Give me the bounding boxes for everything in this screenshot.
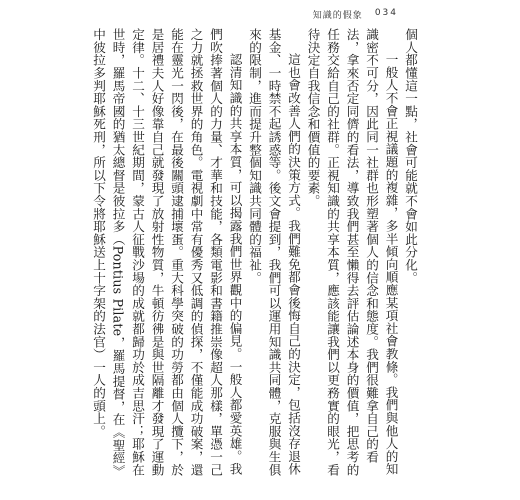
paragraph: 一般人不會正視議題的複雜，多半傾向順應某項社會教條。我們與他人的知識密不可分，因此同一社群也形塑著個人的信念和態度。我們很難拿自己的看法，拿來否定同儕的看法，導致我們甚至懶得去評估論述本身的價值，把思考的任務交給自己的社群。正視知識的共享本質，應該能讓我們以更務實的眼光，看待決定自我信念和價值的要素。 xyxy=(305,28,399,476)
page-number: 034 xyxy=(374,8,398,18)
paragraph: 認清知識的共享本質，可以揭露我們世界觀中的偏見。一般人都愛英雄。我們吹捧著個人的力量、才華和技能，各類電影和書籍推崇像超人那樣，單憑一己之力就拯救世界的角色。電視劇中常有優秀又低調的偵探，不僅能成功破案，還能在靈光一閃後，在最後關頭逮捕壞蛋。重大科學突破的功勞都由個人攬下，於是居禮夫人好像靠自己就發現了放射性物質，牛頓彷彿是與世隔離才發現了運動定律。十二、十三世紀期間，蒙古人征戰沙場的成就都歸功於成吉思汗；耶穌在世時，羅馬帝國的猶太總督是彼拉多（Pontius Pilate，羅馬提督，在《聖經》中彼拉多判耶穌死刑，所以下令將耶穌送上十字架的法官）一人的頭上。 xyxy=(91,28,243,478)
body-text xyxy=(90,28,420,480)
chapter-title: 知識的假象 xyxy=(312,11,363,21)
paragraph: 這也會改善人們的決策方式。我們難免都會後悔自己的決定，包括沒存退休基金、一時禁不起誘惑等。後文會提到，我們可以運用知識共同體，克服與生俱來的限制，進而提升整個知識共同體的福祉。 xyxy=(247,28,301,476)
paragraph: 個人都懂這一點，社會可能就不會如此分化。 xyxy=(403,28,418,284)
running-header xyxy=(313,8,398,21)
